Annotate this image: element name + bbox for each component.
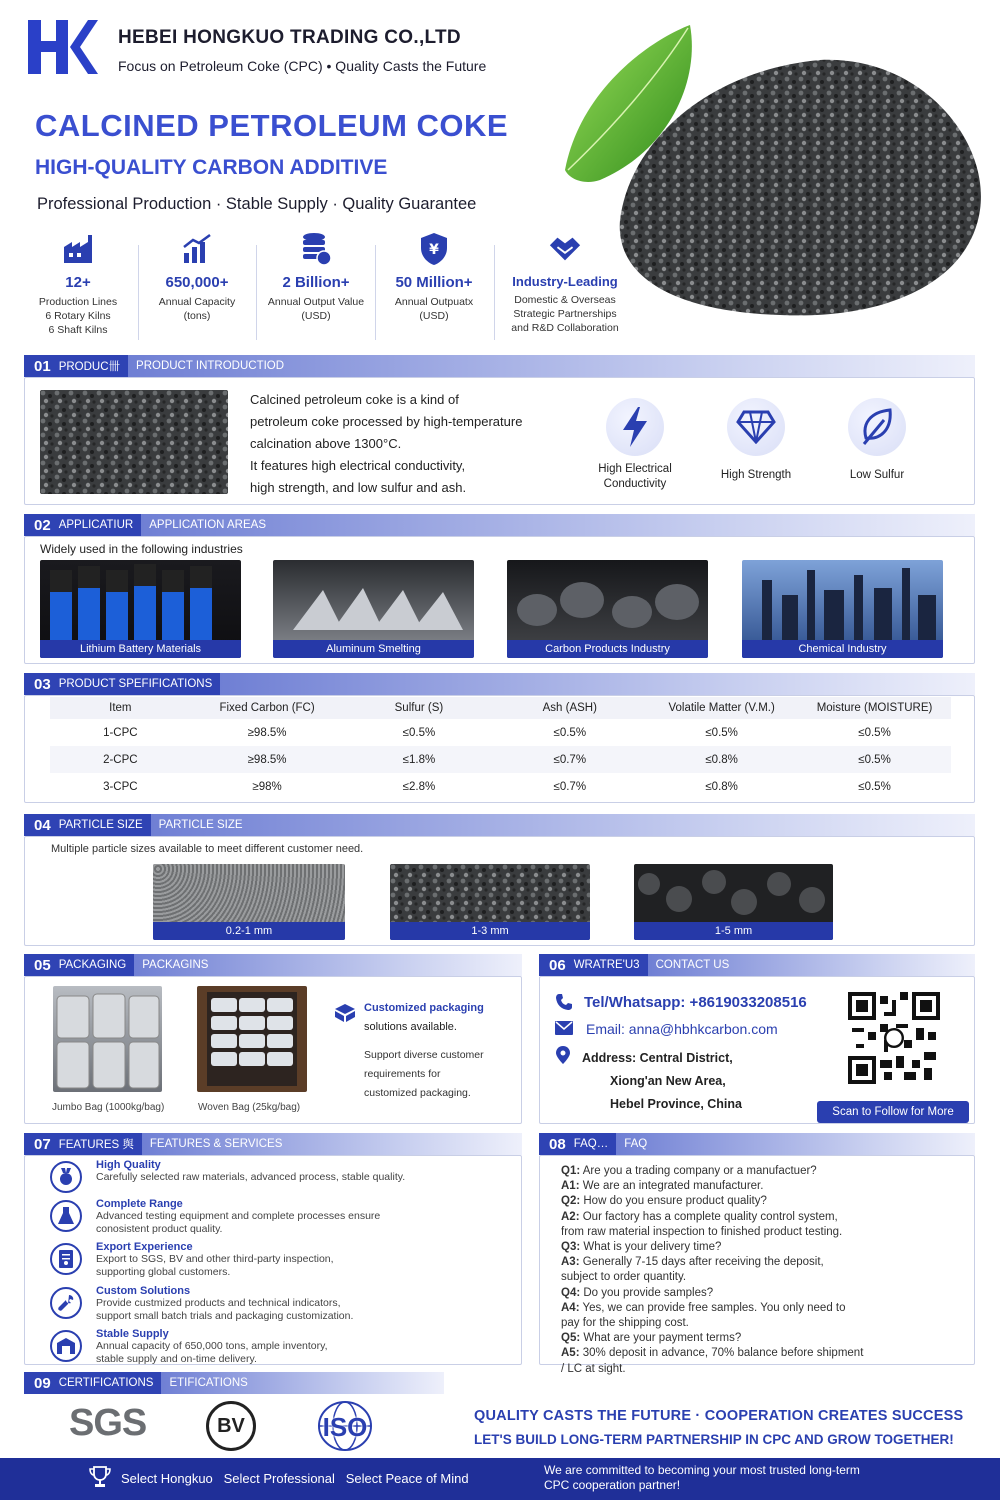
section-subtitle: FEATURES & SERVICES [142,1133,522,1155]
feature-strength: High Strength [706,398,806,481]
faq-line: subject to order quantity. [561,1271,687,1284]
closing-line-2: LET'S BUILD LONG-TERM PARTNERSHIP IN CPC AND GROW TOGETHER! [474,1432,954,1447]
page-subtitle: HIGH-QUALITY CARBON ADDITIVE [35,156,388,179]
stat-label: Production Lines [38,296,118,308]
section-header-contact: 06 WRATRE'U3 CONTACT US [539,954,975,976]
feature-high-quality: High Quality Carefully selected raw materials, advanced process, stable quality. [50,1161,82,1193]
qr-code[interactable] [848,992,940,1084]
diamond-icon [727,398,785,456]
section-header-certifications: 09 CERTIFICATIONS ETIFICATIONS [24,1372,444,1394]
bv-logo: BV [206,1401,256,1451]
intro-text: Calcined petroleum coke is a kind of petroleum coke processed by high-temperature calcination above 1300°C. It features high electrical conductivity, high strength, and low sulfur and ash. [250,392,523,495]
stat-label: (USD) [419,310,449,322]
particle-size-fine [153,864,345,940]
leaf-icon [848,398,906,456]
section-subtitle: PRODUCT INTRODUCTIOD [128,355,975,377]
faq-line: A2: Our factory has a complete quality control system, [561,1210,838,1223]
particle-size-medium [390,864,590,940]
caption: Chemical Industry [742,640,943,658]
flask-icon [50,1200,82,1232]
stat-industry-leading [500,232,630,335]
section-subtitle [220,673,975,695]
faq-line: A4: Yes, we can provide free samples. You only need to [561,1301,846,1314]
stat-label: Domestic & Overseas [514,294,616,306]
stat-production-lines [19,232,137,337]
table-row: 3-CPC ≥98% ≤2.8% ≤0.7% ≤0.8% ≤0.5% [50,773,951,800]
caption: 0.2-1 mm [153,922,345,940]
stat-label: (tons) [183,310,211,322]
section-header-features: 07 FEATURES 舆 FEATURES & SERVICES [24,1133,522,1155]
table-header-row: Item Fixed Carbon (FC) Sulfur (S) Ash (ASH) Volatile Matter (V.M.) Moisture (MOISTURE) [50,697,951,719]
faq-line: Q2: How do you ensure product quality? [561,1195,767,1208]
address: Address: Central District, Xiong'an New Area, Hebel Province, China [582,1051,742,1111]
caption: 1-5 mm [634,922,833,940]
section-subtitle: FAQ [616,1133,975,1155]
divider [494,245,495,340]
stat-label: Annual Capacity [158,296,236,308]
faq-line: Q4: Do you provide samples? [561,1286,714,1299]
scan-follow-button[interactable]: Scan to Follow for More [817,1101,969,1123]
phone-icon [555,993,573,1016]
page-slogan: Professional Production · Stable Supply · Quality Guarantee [37,195,477,213]
packaging-head: Customized packaging [364,1002,484,1014]
table-row: 1-CPC ≥98.5% ≤0.5% ≤0.5% ≤0.5% ≤0.5% [50,719,951,746]
lightning-icon [606,398,664,456]
stat-label: Annual Output Value [267,296,365,308]
caption: Lithium Battery Materials [40,640,241,658]
application-lithium-battery [40,560,241,658]
logo [28,20,98,74]
application-chemical-industry [742,560,943,658]
trophy-icon [89,1466,111,1493]
caption: 1-3 mm [390,922,590,940]
packaging-head2: solutions available. [364,1021,457,1033]
faq-line: from raw material inspection to finished product testing. [561,1225,843,1238]
stat-label: 6 Shaft Kilns [48,324,108,336]
feature-custom-solutions: Custom Solutions Provide custmized products and technical indicators, support small batch trials and packaging customization. [50,1287,82,1319]
section-header-intro: 01 PRODUC卌 PRODUCT INTRODUCTIOD [24,355,975,377]
coins-icon [299,232,333,266]
packaging-text: Support diverse customer requirements for customized packaging. [364,1049,484,1099]
section-subtitle: PARTICLE SIZE [151,814,975,836]
svg-text:¥: ¥ [429,242,439,258]
faq-list [561,1164,961,1377]
application-carbon-products [507,560,708,658]
feature-low-sulfur: Low Sulfur [827,398,927,481]
faq-line: Q3: What is your delivery time? [561,1241,722,1254]
email-address[interactable]: Email: anna@hbhkcarbon.com [586,1021,778,1037]
spec-table [50,697,951,800]
faq-line: A5: 30% deposit in advance, 70% balance before shipment [561,1347,864,1360]
stat-value: 2 Billion+ [282,274,350,291]
faq-line: A1: We are an integrated manufacturer. [561,1180,764,1193]
caption: Aluminum Smelting [273,640,474,658]
handshake-icon [548,232,582,266]
stat-export-value [375,232,493,323]
section-subtitle: PACKAGINS [134,954,522,976]
stat-label: and R&D Collaboration [511,322,619,334]
footer-motto: Select Hongkuo Select Professional Select Peace of Mind [121,1471,469,1486]
section-header-particle: 04 PARTICLE SIZE PARTICLE SIZE [24,814,975,836]
section-subtitle: CONTACT US [648,954,975,976]
jumbo-bag-image [53,986,162,1092]
particle-size-coarse [634,864,833,940]
feature-stable-supply: Stable Supply Annual capacity of 650,000 tons, ample inventory, stable supply and on-time delivery. [50,1330,82,1362]
stat-value: 50 Million+ [395,274,473,291]
section-header-applications: 02 APPLICATIUR APPLICATION AREAS [24,514,975,536]
stat-output-value [257,232,375,323]
coke-closeup-image [40,390,228,494]
faq-line: / LC at sight. [561,1362,626,1375]
table-row: 2-CPC ≥98.5% ≤1.8% ≤0.7% ≤0.8% ≤0.5% [50,746,951,773]
stat-value: Industry-Leading [512,274,618,289]
company-name: HEBEI HONGKUO TRADING CO.,LTD [118,27,461,48]
feature-complete-range: Complete Range Advanced testing equipment and complete processes ensure conosistent product quality. [50,1200,82,1232]
feature-export-experience: Export Experience Export to SGS, BV and other third-party inspection, supporting global customers. [50,1243,82,1275]
faq-line: pay for the shipping cost. [561,1317,689,1330]
jumbo-bag-caption: Jumbo Bag (1000kg/bag) [52,1102,165,1113]
warehouse-icon [50,1330,82,1362]
section-subtitle: APPLICATION AREAS [141,514,975,536]
wrench-icon [50,1287,82,1319]
company-tagline: Focus on Petroleum Coke (CPC) • Quality Casts the Future [118,58,487,74]
stat-label: (USD) [301,310,331,322]
section-header-faq: 08 FAQ… FAQ [539,1133,975,1155]
stat-value: 12+ [65,274,91,291]
iso-logo: ISO [315,1400,375,1452]
certificate-icon [50,1243,82,1275]
applications-intro: Widely used in the following industries [40,542,243,556]
faq-line: Q5: What are your payment terms? [561,1332,742,1345]
woven-bag-image [197,986,307,1092]
phone-number[interactable]: Tel/Whatsapp: +8619033208516 [584,994,807,1011]
caption: Carbon Products Industry [507,640,708,658]
application-aluminum-smelting [273,560,474,658]
footer-commitment: We are committed to becoming your most trusted long-term CPC cooperation partner! [544,1463,860,1492]
yen-shield-icon [417,232,451,266]
factory-icon [61,232,95,266]
bar-chart-icon [180,232,214,266]
stat-annual-capacity [138,232,256,323]
faq-line: A3: Generally 7-15 days after receiving the deposit, [561,1256,824,1269]
stat-label: 6 Rotary Kilns [45,310,111,322]
stat-value: 650,000+ [165,274,229,291]
stat-label: Strategic Partnerships [513,308,617,320]
section-header-specs: 03 PRODUCT SPEFIFICATIONS [24,673,975,695]
particle-intro: Multiple particle sizes available to meet different customer need. [51,843,364,855]
woven-bag-caption: Woven Bag (25kg/bag) [198,1102,301,1113]
faq-line: Q1: Are you a trading company or a manufactuer? [561,1165,817,1177]
sgs-logo: SGS [69,1402,147,1444]
stat-label: Annual Outpuatx [394,296,474,308]
medal-icon [50,1161,82,1193]
feature-conductivity: High Electrical Conductivity [585,398,685,492]
page-title: CALCINED PETROLEUM COKE [35,108,509,143]
section-header-packaging: 05 PACKAGING PACKAGINS [24,954,522,976]
closing-line-1: QUALITY CASTS THE FUTURE · COOPERATION CREATES SUCCESS [474,1408,964,1424]
email-icon [555,1021,573,1040]
location-icon [556,1046,570,1069]
section-subtitle: ETIFICATIONS [161,1372,444,1394]
package-icon [335,1004,355,1027]
